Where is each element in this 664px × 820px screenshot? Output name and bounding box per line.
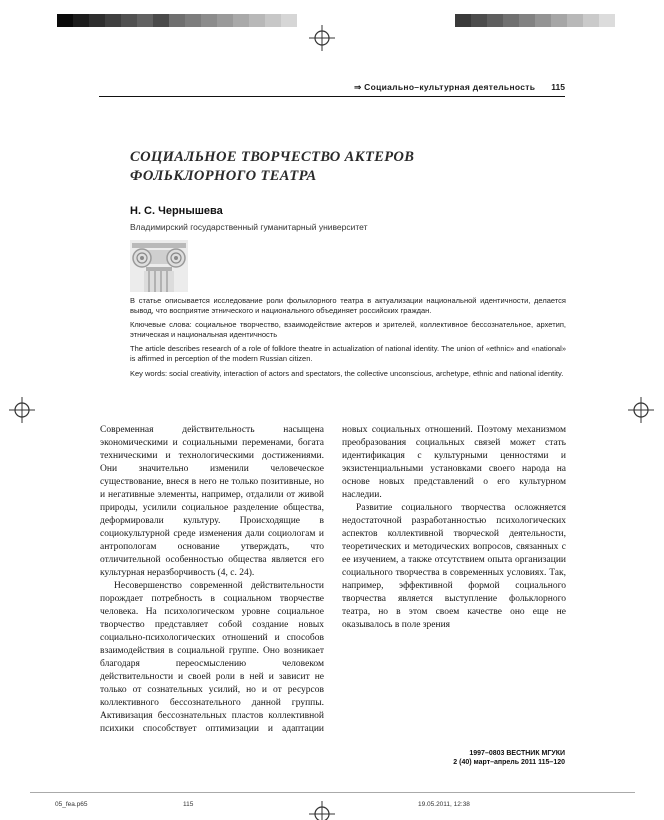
body-text-columns bbox=[100, 424, 566, 748]
body-paragraph: Развитие социального творчества осложняется недостаточной разработанностью психологических аспектов коллективной творческой деятельности, теоретических и методических вопросов, связанных с ее изучением, а также отсутствием опыта организации социального творчества в современных условиях. Так, например, эффективной формой социального творчества является выступление фольклорного театра, но в этом своем качестве оно еще не оказывалось в поле зрения bbox=[342, 503, 566, 630]
keywords-ru: Ключевые слова: социальное творчество, взаимодействие актеров и зрителей, коллективное бессознательное, архетип, этническая и национальная идентичность bbox=[130, 320, 566, 339]
journal-issue-line: 2 (40) март–апрель 2011 115–120 bbox=[453, 759, 565, 766]
article-title-line2: ФОЛЬКЛОРНОГО ТЕАТРА bbox=[130, 168, 317, 184]
abstract-ru: В статье описывается исследование роли фольклорного театра в актуализации национальной идентичности, делается вывод, что восприятие этнического и национального объединяет российских граждан. bbox=[130, 296, 566, 315]
article-title-line1: СОЦИАЛЬНОЕ ТВОРЧЕСТВО АКТЕРОВ bbox=[130, 149, 415, 165]
page-number: 115 bbox=[551, 82, 565, 92]
author-name: Н. С. Чернышева bbox=[130, 205, 223, 217]
registration-mark-icon bbox=[628, 397, 654, 423]
journal-issn-line: 1997–0803 ВЕСТНИК МГУКИ bbox=[469, 750, 565, 757]
calibration-bar-left bbox=[57, 14, 297, 27]
body-paragraph: Современная действительность насыщена экономическими и социальными переменами, богата техническими и технологическими достижениями. Они значительно изменили человеческое существование, внеся в него не только позитивные, но и негативные элементы, например, отдалили от живой природы, усилили социальное разделение общества, деформировали культуру. Происходящие в социокультурной среде изменения дали социологам и антропологам основание утверждать, что отличительной особенностью общества является его культурная неразборчивость (4, с. 24). bbox=[100, 425, 324, 578]
ionic-capital-image bbox=[130, 240, 188, 292]
journal-imprint bbox=[453, 749, 565, 767]
footer-file-name: 05_fea.p65 bbox=[55, 801, 88, 808]
header-rule bbox=[99, 96, 565, 97]
registration-mark-icon bbox=[9, 397, 35, 423]
footer-rule bbox=[30, 792, 635, 793]
section-title: ⇒ Социально–культурная деятельность bbox=[354, 82, 536, 92]
author-affiliation: Владимирский государственный гуманитарный университет bbox=[130, 222, 368, 232]
footer-page-number: 115 bbox=[183, 801, 194, 808]
running-head bbox=[354, 82, 565, 93]
calibration-bar-right bbox=[455, 14, 615, 27]
footer-datetime: 19.05.2011, 12:38 bbox=[418, 801, 470, 808]
body-paragraph: Несовершенство современной действительности порождает потребность в социальном творчестве человека. На психологическом уровне социальное творчество представляет собой создание новых социально-психологических отношений и способов взаимодействия в социальной группе. Оно возникает благодаря переосмыслению человеком действительности и своей роли в ней и зависит не только от сознательных усилий, но и от ресурсов коллективного бессознательного данной группы. Активизация бессознательных пластов коллективной психики способствует оптимизации и адаптации новых социальных отношений. Поэтому механизмом преобразования социальных связей может стать идентификация с культурными ценностями и экзистенциальными установками своего народа на основе новых представлений о его культурном наследии. bbox=[100, 425, 566, 734]
abstract-block bbox=[130, 296, 566, 383]
registration-mark-icon bbox=[309, 801, 335, 820]
keywords-en: Key words: social creativity, interaction of actors and spectators, the collective unconscious, archetype, ethnic and national identity. bbox=[130, 368, 564, 378]
abstract-en: The article describes research of a role of folklore theatre in actualization of national identity. The union of «ethnic» and «national» is affirmed in perception of the modern Russian citizen. bbox=[130, 344, 566, 363]
registration-mark-icon bbox=[309, 25, 335, 51]
article-title bbox=[130, 148, 550, 186]
